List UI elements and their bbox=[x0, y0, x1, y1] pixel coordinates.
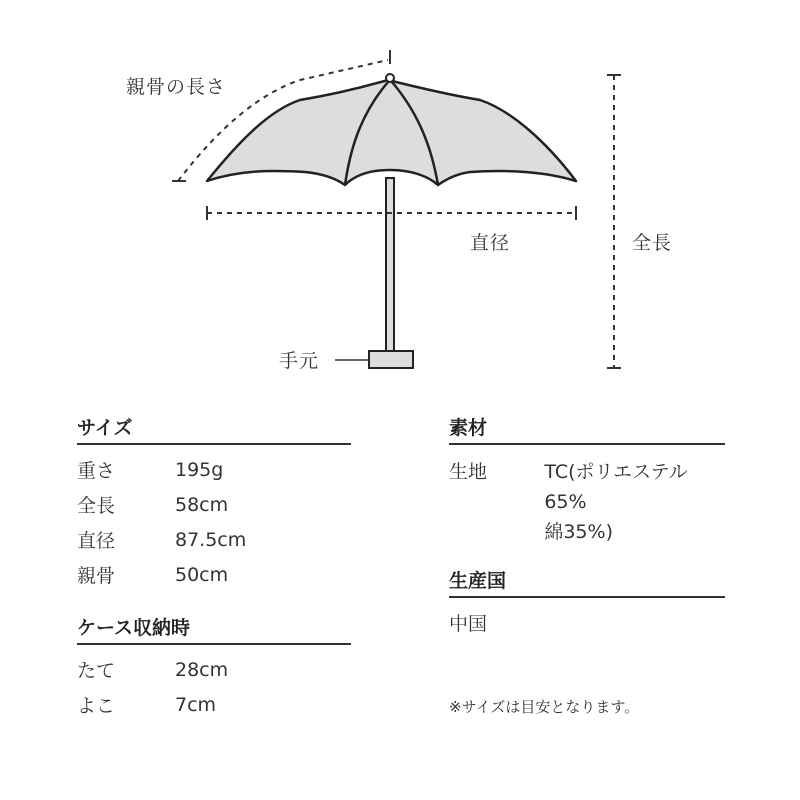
case-row-label: よこ bbox=[77, 695, 116, 717]
material-label: 生地 bbox=[449, 461, 488, 483]
origin-row bbox=[449, 605, 725, 640]
material-section-title: 素材 bbox=[449, 413, 725, 445]
origin-section bbox=[449, 566, 725, 640]
size-row-weight bbox=[77, 452, 351, 487]
origin-value: 中国 bbox=[449, 613, 488, 635]
case-row-width bbox=[77, 687, 351, 722]
size-row-label: 親骨 bbox=[77, 565, 116, 587]
diameter-label: 直径 bbox=[470, 232, 511, 254]
size-row-value: 87.5cm bbox=[175, 528, 247, 551]
size-row-rib bbox=[77, 557, 351, 592]
case-row-value: 28cm bbox=[175, 658, 229, 681]
handle-label: 手元 bbox=[279, 350, 320, 372]
size-footnote: ※サイズは目安となります。 bbox=[449, 698, 640, 716]
size-row-label: 重さ bbox=[77, 460, 116, 482]
size-row-label: 全長 bbox=[77, 495, 116, 517]
umbrella-canopy bbox=[207, 80, 576, 185]
size-row-diameter bbox=[77, 522, 351, 557]
case-row-height bbox=[77, 652, 351, 687]
rib-length-label: 親骨の長さ bbox=[126, 76, 227, 98]
case-row-value: 7cm bbox=[175, 693, 217, 716]
case-section bbox=[77, 613, 351, 722]
umbrella-handle bbox=[369, 351, 413, 368]
size-row-label: 直径 bbox=[77, 530, 116, 552]
size-row-length bbox=[77, 487, 351, 522]
material-section bbox=[449, 413, 725, 547]
length-label: 全長 bbox=[632, 232, 673, 254]
material-value bbox=[544, 457, 725, 547]
origin-section-title: 生産国 bbox=[449, 566, 725, 598]
size-row-value: 58cm bbox=[175, 493, 229, 516]
umbrella-tip bbox=[386, 74, 394, 82]
material-value-line1: TC(ポリエステル65% bbox=[544, 461, 688, 513]
material-value-line2: 綿35%) bbox=[544, 521, 613, 543]
material-row bbox=[449, 457, 725, 547]
umbrella-shaft bbox=[386, 178, 394, 352]
case-section-title: ケース収納時 bbox=[77, 613, 351, 645]
size-row-value: 195g bbox=[175, 458, 224, 481]
case-row-label: たて bbox=[77, 660, 116, 682]
size-row-value: 50cm bbox=[175, 563, 229, 586]
size-section bbox=[77, 413, 351, 592]
size-section-title: サイズ bbox=[77, 413, 351, 445]
